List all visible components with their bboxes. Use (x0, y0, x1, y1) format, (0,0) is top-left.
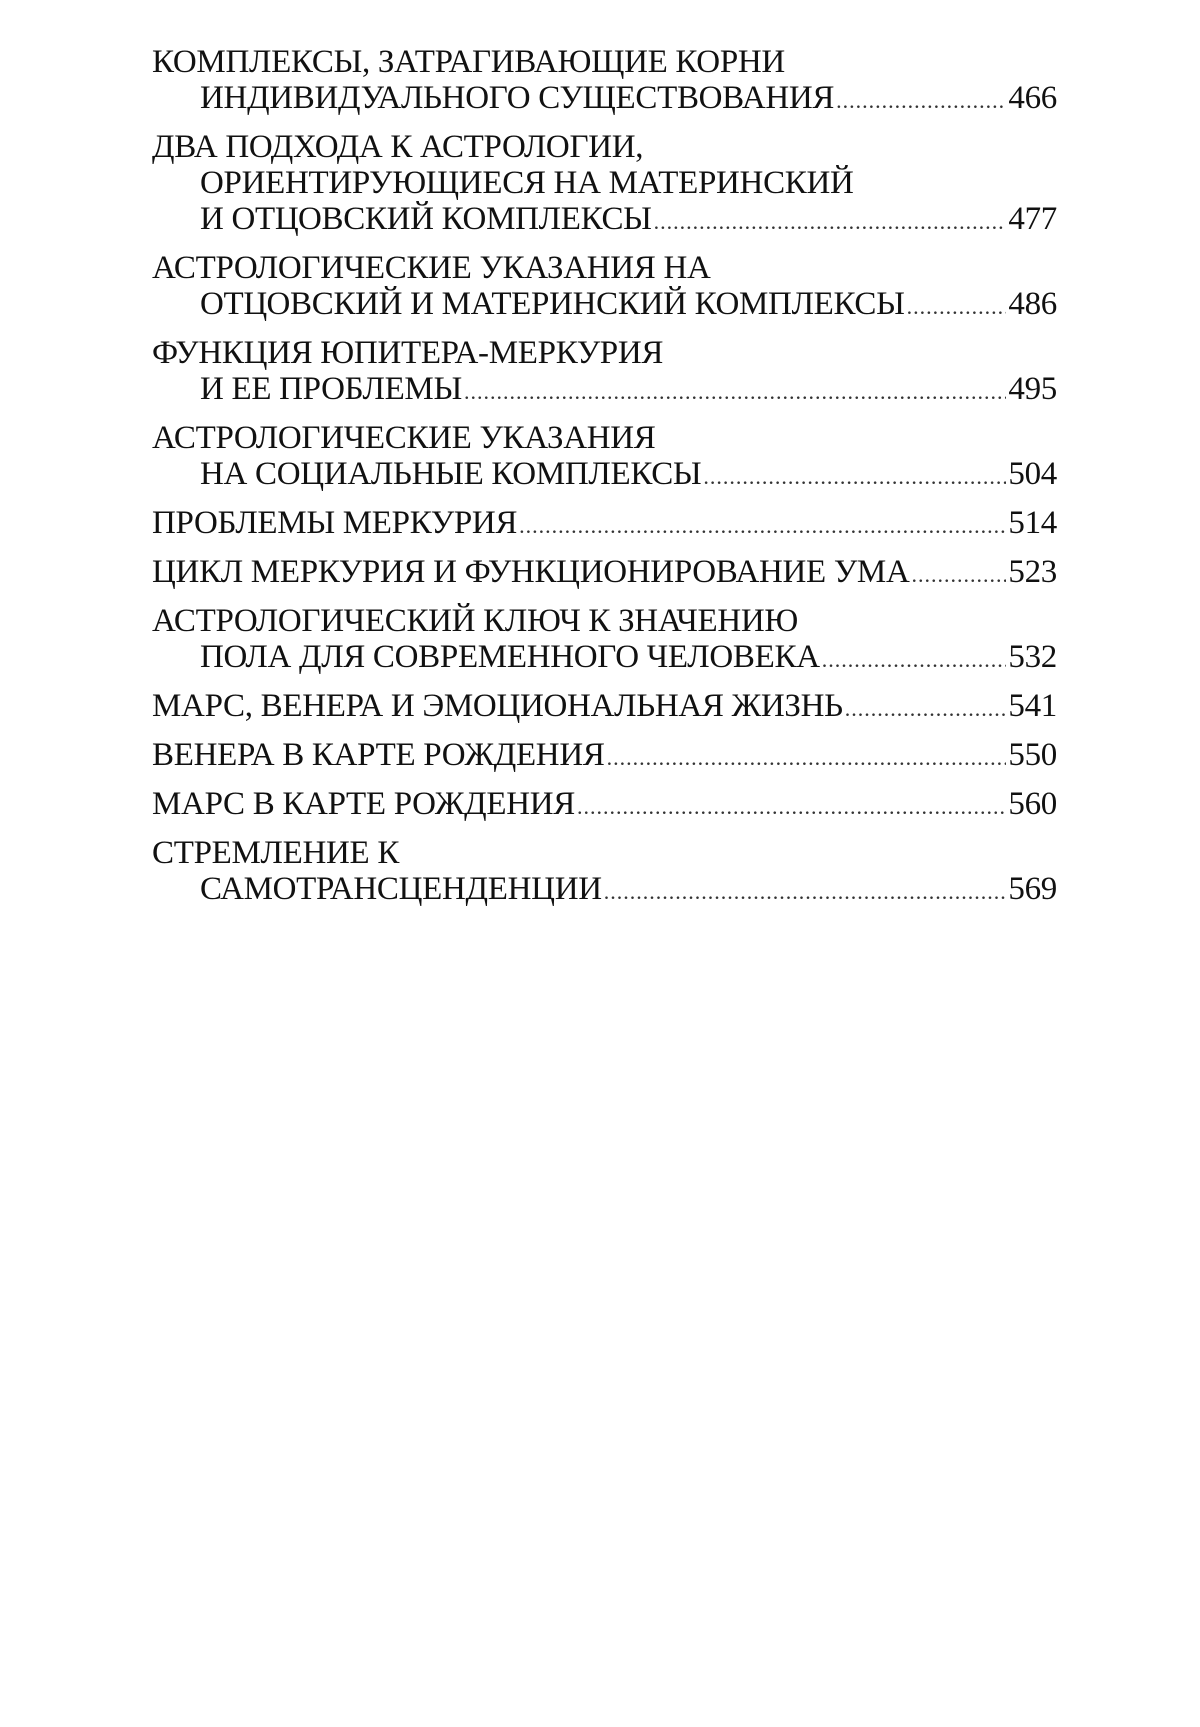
toc-entry-last-line[interactable] (152, 737, 1057, 776)
toc-entry-title: ПРОБЛЕМЫ МЕРКУРИЯ (152, 505, 518, 541)
toc-entry-heading-line: АСТРОЛОГИЧЕСКИЙ КЛЮЧ К ЗНАЧЕНИЮ (152, 603, 799, 639)
page-number: 504 (1008, 456, 1057, 492)
toc-entry (152, 554, 1057, 593)
toc-entry (152, 688, 1057, 727)
page-number: 477 (1008, 201, 1057, 237)
dot-leader (577, 789, 1006, 825)
page-number: 569 (1008, 871, 1057, 907)
toc-entry (152, 835, 1057, 910)
toc-entry-last-line[interactable] (152, 786, 1057, 825)
dot-leader (654, 204, 1007, 240)
toc-entry-heading-line: КОМПЛЕКСЫ, ЗАТРАГИВАЮЩИЕ КОРНИ (152, 44, 785, 80)
toc-entry (152, 129, 1057, 240)
toc-entry-last-line[interactable] (152, 871, 1057, 910)
page-number: 541 (1008, 688, 1057, 724)
page-number: 495 (1008, 371, 1057, 407)
toc-entry-title: ИНДИВИДУАЛЬНОГО СУЩЕСТВОВАНИЯ (200, 80, 835, 116)
toc-entry (152, 44, 1057, 119)
dot-leader (607, 740, 1007, 776)
toc-entry-last-line[interactable] (152, 456, 1057, 495)
toc-entry-heading-line: АСТРОЛОГИЧЕСКИЕ УКАЗАНИЯ НА (152, 250, 711, 286)
toc-entry-title: И ЕЕ ПРОБЛЕМЫ (200, 371, 462, 407)
dot-leader (911, 557, 1006, 593)
toc-entry-last-line[interactable] (152, 505, 1057, 544)
toc-entry (152, 786, 1057, 825)
toc-entry-title: МАРС, ВЕНЕРА И ЭМОЦИОНАЛЬНАЯ ЖИЗНЬ (152, 688, 843, 724)
toc-entry-last-line[interactable] (152, 688, 1057, 727)
toc-entry-last-line[interactable] (152, 639, 1057, 678)
page-number: 466 (1008, 80, 1057, 116)
toc-entry-last-line[interactable] (152, 554, 1057, 593)
page-number: 486 (1008, 286, 1057, 322)
toc-entry-title: НА СОЦИАЛЬНЫЕ КОМПЛЕКСЫ (200, 456, 702, 492)
toc-entry-heading-line: АСТРОЛОГИЧЕСКИЕ УКАЗАНИЯ (152, 420, 656, 456)
dot-leader (464, 374, 1006, 410)
toc-entry-heading-line: ОРИЕНТИРУЮЩИЕСЯ НА МАТЕРИНСКИЙ (200, 165, 854, 201)
toc-entry (152, 603, 1057, 678)
toc-entry (152, 737, 1057, 776)
toc-entry-title: ВЕНЕРА В КАРТЕ РОЖДЕНИЯ (152, 737, 605, 773)
page-number: 532 (1008, 639, 1057, 675)
toc-entry-title: МАРС В КАРТЕ РОЖДЕНИЯ (152, 786, 575, 822)
toc-entry-title: САМОТРАНСЦЕНДЕНЦИИ (200, 871, 602, 907)
dot-leader (604, 874, 1007, 910)
dot-leader (907, 289, 1007, 325)
toc-entry-heading-line: ФУНКЦИЯ ЮПИТЕРА-МЕРКУРИЯ (152, 335, 664, 371)
dot-leader (703, 459, 1006, 495)
toc-entry-heading-line: ДВА ПОДХОДА К АСТРОЛОГИИ, (152, 129, 644, 165)
dot-leader (822, 642, 1007, 678)
toc-entry-title: ЦИКЛ МЕРКУРИЯ И ФУНКЦИОНИРОВАНИЕ УМА (152, 554, 910, 590)
toc-entry-heading-line: СТРЕМЛЕНИЕ К (152, 835, 400, 871)
toc-entry-title: ПОЛА ДЛЯ СОВРЕМЕННОГО ЧЕЛОВЕКА (200, 639, 820, 675)
page-number: 523 (1008, 554, 1057, 590)
page-number: 560 (1008, 786, 1057, 822)
page-number: 550 (1008, 737, 1057, 773)
toc-entry (152, 420, 1057, 495)
toc-entry-last-line[interactable] (152, 286, 1057, 325)
toc-entry-title: И ОТЦОВСКИЙ КОМПЛЕКСЫ (200, 201, 652, 237)
table-of-contents (152, 44, 1057, 920)
dot-leader (836, 83, 1006, 119)
page-number: 514 (1008, 505, 1057, 541)
toc-entry-last-line[interactable] (152, 201, 1057, 240)
dot-leader (519, 508, 1006, 544)
toc-entry (152, 250, 1057, 325)
dot-leader (845, 691, 1007, 727)
toc-entry (152, 505, 1057, 544)
toc-entry (152, 335, 1057, 410)
toc-entry-last-line[interactable] (152, 80, 1057, 119)
toc-entry-title: ОТЦОВСКИЙ И МАТЕРИНСКИЙ КОМПЛЕКСЫ (200, 286, 905, 322)
toc-entry-last-line[interactable] (152, 371, 1057, 410)
